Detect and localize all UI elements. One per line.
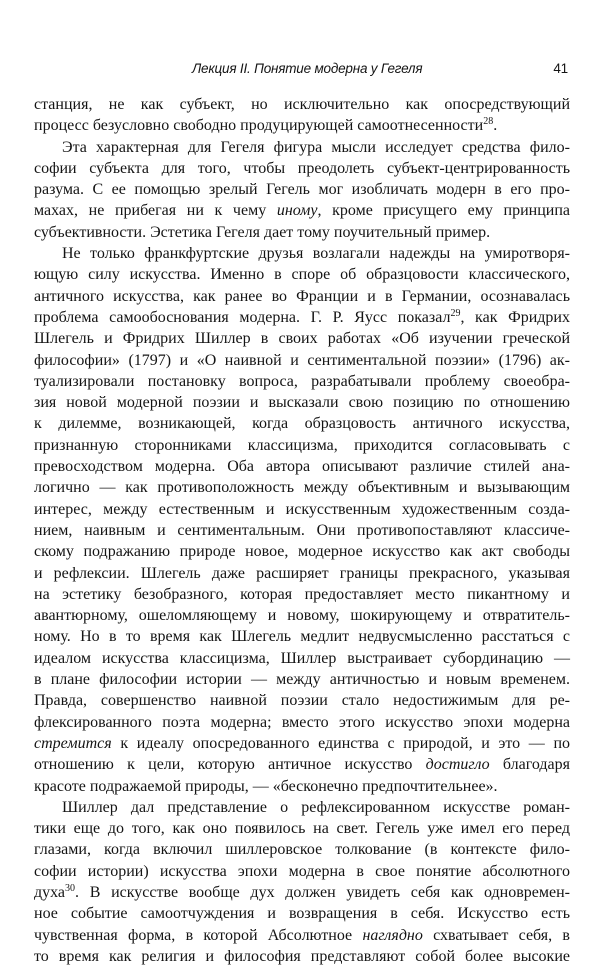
text-line [34,839,570,860]
text-line [34,371,570,392]
text-line [34,541,570,562]
text-segment: Шлегель и Фридрих Шиллер в своих работах «Об изучении греческой [34,330,570,348]
text-segment: . В искусстве вообще дух должен увидеть себя как одновремен- [75,883,570,901]
text-segment: тики еще до того, как оно появилось на свет. Гегель уже имел его перед [34,820,570,838]
text-segment: к дилемме, возникающей, когда образцовость античного искусства, [34,415,570,433]
text-segment: софии субъекта для того, чтобы преодолеть субъект-центрированность [34,159,570,177]
text-segment: нием, наивным и сентиментальным. Они противопоставляют классиче- [34,521,570,539]
text-segment: ному. Но в то время как Шлегель медлит недвусмысленно расстаться с [34,628,570,646]
text-segment: зия новой модерной поэзии и высказали свою позицию по отношению [34,394,570,412]
text-line [34,946,570,967]
text-segment: идеалом искусства классицизма, Шиллер выстраивает субординацию — [34,649,570,667]
text-line [34,797,570,818]
text-segment: , как Фридрих [460,308,570,326]
text-line [34,712,570,733]
body-text [34,94,570,967]
text-segment: красоте подражаемой природы, — «бесконечно предпочтительнее». [34,777,498,795]
text-line [34,499,570,520]
text-line [34,243,570,264]
emphasis-text: стремится [34,734,112,752]
text-segment: к идеалу опосредованного единства с природой, и это — по [111,734,570,752]
text-line [34,137,570,158]
text-line [34,413,570,434]
text-line [34,520,570,541]
text-segment: ное событие самоотчуждения и возвращения в себя. Искусство есть [34,905,570,923]
text-segment: схватывает себя, в [422,926,570,944]
text-segment: , кроме присущего ему принципа [317,202,570,220]
text-segment: на эстетику безобразного, которая предоставляет место пикантному и [34,585,570,603]
text-line [34,222,570,243]
text-line [34,456,570,477]
text-segment: логично — как противоположность между объективным и вызывающим [34,479,570,497]
text-line [34,328,570,349]
text-segment: . [493,117,498,135]
text-line [34,115,570,136]
text-line [34,435,570,456]
text-line [34,903,570,924]
text-segment: махах, не прибегая ни к чему [34,202,277,220]
text-segment: Не только франкфуртские друзья возлагали надежды на умиротворя- [62,245,570,263]
text-line [34,158,570,179]
text-segment: отношению к цели, которую античное искусство [34,756,426,774]
text-line [34,584,570,605]
text-segment: в плане философии истории — между античностью и новым временем. [34,671,570,689]
text-line [34,669,570,690]
text-line [34,94,570,115]
text-segment: туализировали постановку вопроса, разрабатывали проблему своеобра- [34,372,570,390]
text-segment: процесс безусловно свободно продуцирующей самоотнесенности [34,117,484,135]
emphasis-text: иному [276,202,318,220]
footnote-ref: 28 [483,116,494,128]
text-segment: глазами, когда включил шиллеровское толкование (в контексте фило- [34,841,570,859]
chapter-title: Лекция II. Понятие модерна у Гегеля [192,61,423,76]
text-segment: духа [34,883,66,901]
text-segment: Шиллер дал представление о рефлексированном искусстве роман- [62,798,570,816]
text-segment: интерес, между естественным и искусственным художественным созда- [34,500,570,518]
text-line [34,286,570,307]
text-segment: Правда, совершенство наивной поэзии стало недостижимым для ре- [34,692,570,710]
footnote-ref: 30 [65,882,76,894]
text-segment: флексированного поэта модерна; вместо этого искусство эпохи модерна [34,713,570,731]
text-segment: субъективности. Эстетика Гегеля дает тому поучительный пример. [34,223,491,241]
text-line [34,200,570,221]
text-line [34,605,570,626]
text-segment: то время как религия и философия представляют собой более высокие [34,947,570,965]
text-line [34,264,570,285]
emphasis-text: наглядно [362,926,423,944]
text-line [34,818,570,839]
text-line [34,563,570,584]
text-line [34,350,570,371]
text-line [34,690,570,711]
text-line [34,626,570,647]
text-segment: разума. С ее помощью зрелый Гегель мог изобличать модерн в его про- [34,181,570,199]
text-segment: Эта характерная для Гегеля фигура мысли исследует средства фило- [62,138,570,156]
text-segment: античного искусства, как ранее во Франции и в Германии, осознавалась [34,287,570,305]
footnote-ref: 29 [450,307,461,319]
text-line [34,179,570,200]
text-line [34,925,570,946]
text-segment: превосходством модерна. Оба автора описывают различие стилей ана- [34,458,570,476]
text-line [34,754,570,775]
text-segment: чувственная форма, в которой Абсолютное [34,926,363,944]
text-segment: благодаря [489,756,571,774]
text-line [34,776,570,797]
text-line [34,861,570,882]
emphasis-text: достигло [425,756,490,774]
text-line [34,733,570,754]
text-segment: станция, не как субъект, но исключительно как опосредствующий [34,96,570,113]
page-number: 41 [553,61,568,76]
text-segment: философии» (1797) и «О наивной и сентиментальной поэзии» (1796) ак- [34,351,570,369]
text-segment: и рефлексии. Шлегель даже расширяет границы прекрасного, указывая [34,564,570,582]
text-segment: ющую силу искусства. Именно в споре об образцовости классического, [34,266,570,284]
text-segment: софии истории) искусства эпохи модерна в свое понятие абсолютного [34,862,570,880]
text-line [34,477,570,498]
text-segment: скому подражанию природе новое, модерное искусство как акт свободы [34,543,570,561]
text-segment: признанную сторонниками классицизма, приходится согласовывать с [34,436,570,454]
text-line [34,307,570,328]
text-line [34,392,570,413]
text-segment: авантюрному, ошеломляющему и новому, шокирующему и отвратитель- [34,607,570,625]
running-header [34,61,570,81]
text-line [34,882,570,903]
text-line [34,648,570,669]
text-segment: проблема самообоснования модерна. Г. Р. Яусс показал [34,308,451,326]
